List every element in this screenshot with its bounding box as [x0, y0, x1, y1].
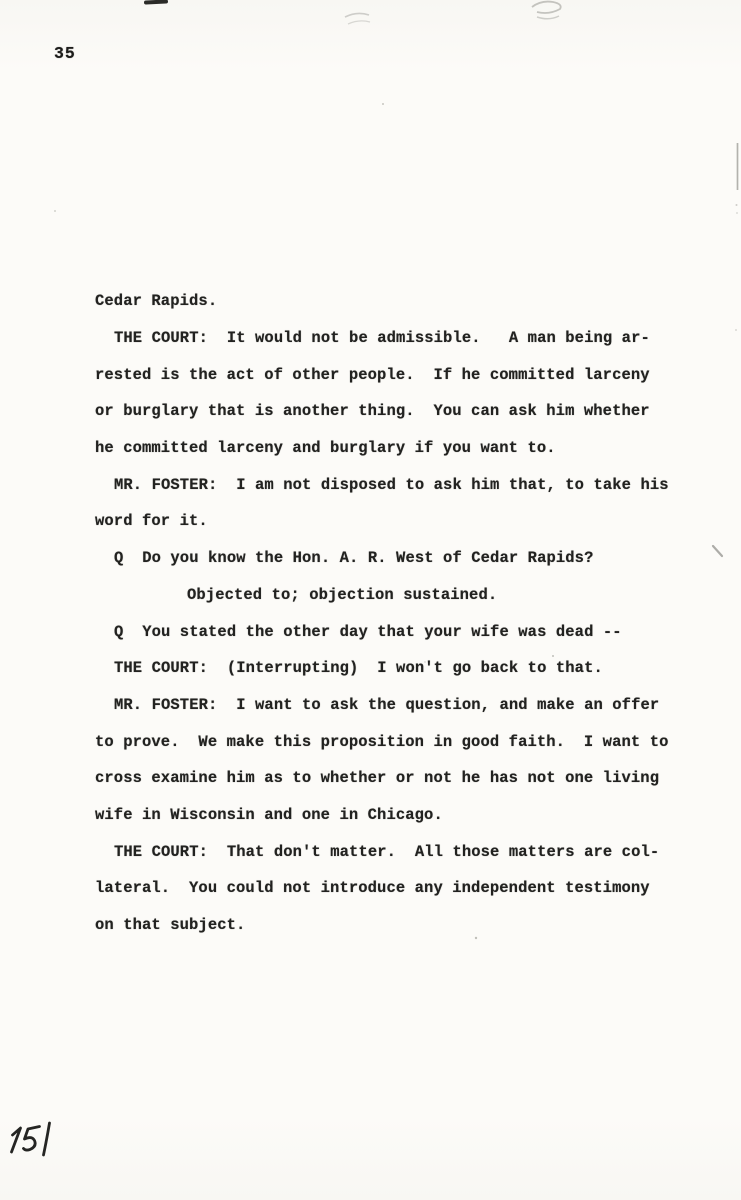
transcript-line: MR. FOSTER: I want to ask the question, and make an offer — [114, 695, 660, 714]
transcript-line: Cedar Rapids. — [95, 292, 218, 311]
transcript-line: or burglary that is another thing. You can ask him whether — [95, 402, 650, 421]
transcript-line: THE COURT: That don't matter. All those matters are col- — [114, 842, 660, 861]
digit-1 — [12, 1128, 21, 1152]
transcript-line: Objected to; objection sustained. — [187, 585, 498, 604]
transcript-line: to prove. We make this proposition in good faith. I want to — [95, 732, 669, 751]
right-edge-speck — [735, 329, 737, 331]
top-edge-mark — [146, 2, 166, 3]
transcript-line: THE COURT: (Interrupting) I won't go back to that. — [114, 659, 603, 678]
transcript-body — [95, 283, 695, 943]
transcript-line: word for it. — [95, 512, 208, 531]
transcript-line: wife in Wisconsin and one in Chicago. — [95, 805, 443, 824]
handwritten-exhibit-number — [6, 1116, 62, 1164]
page-number: 35 — [54, 44, 76, 63]
speck — [382, 103, 384, 105]
smudge-mark — [348, 21, 370, 24]
right-edge-speck — [736, 204, 738, 206]
transcript-line: rested is the act of other people. If he committed larceny — [95, 365, 650, 384]
smudge-mark — [345, 13, 369, 17]
digit-1 — [44, 1123, 50, 1155]
transcript-line: Q You stated the other day that your wife was dead -- — [114, 622, 622, 641]
transcript-line: cross examine him as to whether or not he has not one living — [95, 769, 660, 788]
curl-smudge — [532, 2, 561, 13]
transcript-line: on that subject. — [95, 916, 246, 935]
curl-smudge — [537, 16, 559, 19]
speck — [54, 210, 56, 212]
right-edge-speck — [736, 212, 738, 214]
transcript-line: lateral. You could not introduce any independent testimony — [95, 879, 650, 898]
transcript-line: THE COURT: It would not be admissible. A man being ar- — [114, 329, 650, 348]
digit-5 — [24, 1127, 40, 1151]
diagonal-tick — [713, 546, 722, 556]
transcript-line: he committed larceny and burglary if you want to. — [95, 439, 556, 458]
transcript-line: MR. FOSTER: I am not disposed to ask him that, to take his — [114, 475, 669, 494]
transcript-line: Q Do you know the Hon. A. R. West of Cedar Rapids? — [114, 549, 594, 568]
